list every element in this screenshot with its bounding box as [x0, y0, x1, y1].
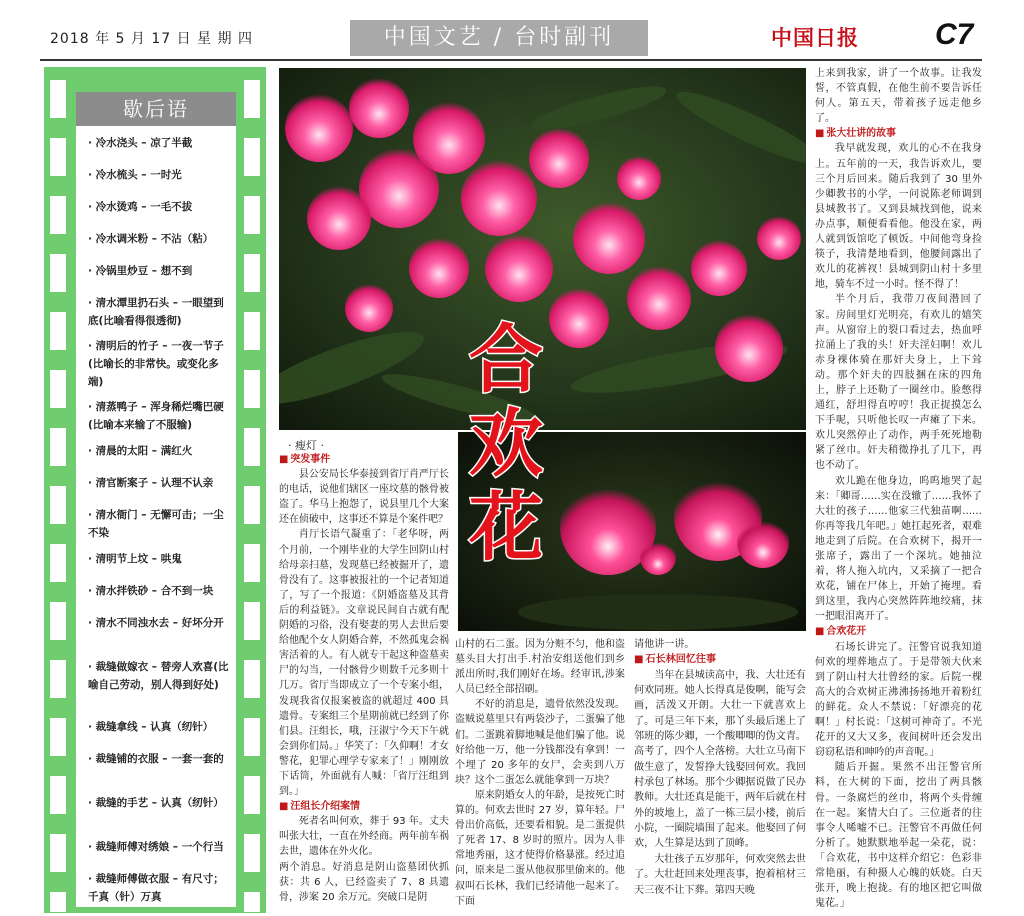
- article-column-2: [455, 637, 625, 909]
- section-heading: ■ 合欢花开: [815, 624, 982, 639]
- paragraph: 当年在县城读高中，我、大壮还有何欢同班。她人长得真是俊啊，能写会画，活泼又开朗。大壮一下就喜欢上了。可是三年下来，那丫头最后迷上了邻班的陈少卿，一个酸唧唧的伪文青。高考了，四个人全落榜。大壮立马南下做生意了，发誓挣大钱娶回何欢。我回村承包了林场。那个少卿据说做了民办教师。大壮还真是能干，两年后就在村外的坡地上，盖了一栋三层小楼，前后小院，一圈院墙围了起来。他娶回了何欢，人生算是达到了顶峰。: [634, 669, 806, 850]
- saying-item: · 清明节上坟 – 哄鬼: [88, 553, 182, 565]
- header-rule: [40, 59, 982, 61]
- paragraph: 原来阴婚女人的年龄，是按死亡时算的。何欢去世时 27 岁，算年轻。尸骨出价高低，还要看相貌。是二蛋提供了死者 17、8 岁时的照片。因为人非常地秀丽，这才使得价格暴涨。经过追问，原来是二蛋从他叔那里偷来的。他叔叫石长林，我们已经请他一起来了。下面: [455, 789, 625, 907]
- saying-item: · 裁缝师傅做衣服 – 有尺寸；千真（针）万真: [88, 873, 224, 903]
- article-column-3: [634, 637, 806, 898]
- paragraph: 山村的石二蛋。因为分赃不匀，他和盗墓头目大打出手.村治安组送他们到乡派出所时,我们刚好在场。经审讯,涉案人员已经全部招刷。: [455, 639, 625, 696]
- section-title: 中国文艺 / 台时副刊: [350, 20, 648, 56]
- saying-item: · 冷水调米粉 – 不沾（粘）: [88, 233, 214, 245]
- paragraph: 不好的消息是，遗骨依然没发现。盗贼说墓里只有两袋沙子，二蛋骗了他们。二蛋跳着脚地喊是他们骗了他。说好给他一万，他一分钱都没有拿到！一个埋了 20 多年的女尸，会卖到八万块？这个二蛋怎么就能拿到一万块？: [455, 699, 625, 786]
- paragraph: 大壮孩子五岁那年，何欢突然去世了。大壮赶回来处理丧事，抱着棺材三天三夜不让下葬。第四天晚: [634, 853, 806, 896]
- saying-item: · 冷水浇头 – 凉了半截: [88, 137, 193, 149]
- paragraph: 石场长讲完了。汪警官说我知道何欢的埋葬地点了。于是带领大伙来到了阴山村大壮曾经的家。后院一棵高大的合欢树正沸沸扬扬地开着粉红的鲜花。众人不禁说：「好漂亮的花啊！」村长说：「这树可神奇了。不光花开的又大又多，夜间树叶还会发出窃窃私语和呻吟的声音呢。」: [815, 641, 982, 759]
- paragraph: 县公安局长华泰接到省厅肖严厅长的电话，说他们辖区一座坟墓的骸骨被盗了。华马上抱怨了，说县里几个大案还在侦破中，这事还不算是个案件吧？: [279, 469, 449, 526]
- saying-item: · 裁缝拿线 – 认真（纫针）: [88, 721, 214, 733]
- paragraph: 我早就发现，欢儿的心不在我身上。五年前的一天，我告诉欢儿，要三个月后回来。随后我到了 30 里外少卿教书的小学，一问说陈老师调到县城教书了。又到县城找到他，说来办点事，顺便看看他。他没在家，两人就到饭馆吃了顿饭。中间他弯身捡筷子，我清楚地看到，他腰间露出了欢儿的花裤衩！县城到阴山村十多里地，骑车不过一小时。怪不得了！: [815, 143, 982, 291]
- saying-item: · 裁缝做嫁衣 – 替旁人欢喜(比喻自己劳动，别人得到好处): [88, 661, 229, 691]
- film-perforations-left: [50, 80, 66, 912]
- saying-item: · 清水衙门 – 无懈可击；一尘不染: [88, 509, 224, 539]
- saying-item: · 冷锅里炒豆 – 想不到: [88, 265, 193, 277]
- sayings-title: 歇后语: [76, 92, 236, 126]
- paragraph: 上来到我家，讲了一个故事。让我发誓，不管真假，在他生前不要告诉任何人。第五天，带着孩子远走他乡了。: [815, 68, 982, 125]
- paragraph: 欢儿跪在他身边，呜呜地哭了起来：「卿哥……实在没辙了……我怀了大壮的孩子……他家三代独苗啊……你再等我几年吧。」她扛起死者，艰难地走到了后院。在合欢树下，揭开一张席子，露出了一个深坑。她抽泣着，将人拖入坑内，又采摘了一把合欢花，铺在尸体上，开始了掩埋。看到这里，我内心突然阵阵地绞痛，抹一把眼泪离开了。: [815, 475, 982, 623]
- paragraph: 死者名叫何欢，葬于 93 年。丈夫叫张大壮，一直在外经商。两年前车祸去世，遗体在外火化。: [279, 816, 449, 858]
- saying-item: · 裁缝的手艺 – 认真（纫针）: [88, 797, 224, 809]
- title-char: 花: [469, 485, 543, 571]
- saying-item: · 冷水梳头 – 一时光: [88, 169, 182, 181]
- saying-item: · 裁缝师傅对绣娘 – 一个行当: [88, 841, 224, 853]
- page-number: C7: [935, 18, 974, 51]
- paragraph: 肖厅长语气凝重了：「老华呀，两个月前，一个刚毕业的大学生回阴山村给母亲扫墓，发现墓已经被掘开了，遗骨没有了。这事被报社的一个记者知道了，写了一个报道：《阴婚盗墓及其背后的利益链》。文章说民间自古就有配阴婚的习俗，没有娶妻的男人去世后要给他配个女人阴婚合葬，不然孤鬼会祸害活着的人。有人就专干起这种盗墓卖尸的勾当，一付骸骨少则数千元多则十几万。省厅当即成立了一个专案小组，发现我省仅报案被盗的就超过 400 具遗骨。专案组三个星期前就已经到了你们县。汪组长，哦，汪淑宁今天下午就会到你们局。」华笑了：「久仰啊！才女警花，犯罪心理学专家来了！」刚刚放下话筒，外面就有人喊：「省厅汪组到到。」: [279, 529, 449, 798]
- film-perforations-right: [244, 80, 260, 912]
- saying-item: · 清明后的竹子 – 一夜一节子(比喻长的非常快。或变化多端): [88, 340, 224, 388]
- paragraph: 随后开掘。果然不出汪警官所料，在大树的下面，挖出了两具骸骨。一条腐烂的丝巾，将两个头骨缠在一起。案情大白了。三位逝者的往事令人唏嘘不已。汪警官不再做任何分析了。她默默地举起一朵花，说：「合欢花，书中这样介绍它：色彩非常艳丽，有种摄人心魄的妖娆。白天张开，晚上抱拢。有的地区把它叫做鬼花。」: [815, 762, 982, 910]
- saying-item: · 清水拌铁砂 – 合不到一块: [88, 585, 214, 597]
- article-column-4: [815, 66, 982, 911]
- title-char: 欢: [469, 401, 543, 487]
- paragraph: 半个月后，我带刀夜间潜回了家。房间里灯光明亮，有欢儿的嬉笑声。从窗帘上的裂口看过去，热血呼拉涌上了我的头！奸夫淫妇啊！欢儿赤身裸体骑在那奸夫身上，上下耸动。那个奸夫的四肢捆在床的四角上，脖子上还勒了一圈丝巾。脸憋得通红，舒坦得直哼哼！我正捉摸怎么下手呢，只听他长叹一声瘫了下来。欢儿突然停止了动作，两手死死地勒紧了丝巾。奸夫稍微挣扎了几下，再也不动了。: [815, 294, 982, 472]
- saying-item: · 清蒸鸭子 – 浑身稀烂嘴巴硬(比喻本来输了不服输): [88, 401, 224, 431]
- newspaper-logo: 中国日报: [771, 25, 859, 50]
- saying-item: · 清水不同浊水去 – 好坏分开: [88, 617, 224, 629]
- paragraph: 两个消息。好消息是阴山盗墓团伙抓获：共 6 人，已经盗卖了 7、8 具遗骨，涉案 20 余万元。突破口是阴: [279, 861, 449, 903]
- section-heading: ■ 汪组长介绍案情: [279, 799, 449, 814]
- byline: · 瘦灯 ·: [288, 439, 324, 452]
- section-heading: ■ 张大壮讲的故事: [815, 126, 982, 141]
- article-title: [462, 318, 550, 570]
- section-heading: ■ 突发事件: [279, 452, 449, 467]
- saying-item: · 冷水烫鸡 – 一毛不拔: [88, 201, 193, 213]
- section-heading: ■ 石长林回忆往事: [634, 652, 806, 667]
- article-column-1: [279, 452, 449, 905]
- saying-item: · 清水潭里扔石头 – 一眼望到底(比喻看得很透彻): [88, 297, 224, 327]
- saying-item: · 清晨的太阳 – 满红火: [88, 445, 193, 457]
- saying-item: · 清官断案子 – 认理不认亲: [88, 477, 214, 489]
- paragraph: 请他讲一讲。: [634, 639, 695, 650]
- title-char: 合: [469, 317, 543, 403]
- saying-item: · 裁缝铺的衣服 – 一套一套的: [88, 753, 224, 765]
- issue-date: 2018 年 5 月 17 日 星 期 四: [50, 31, 253, 47]
